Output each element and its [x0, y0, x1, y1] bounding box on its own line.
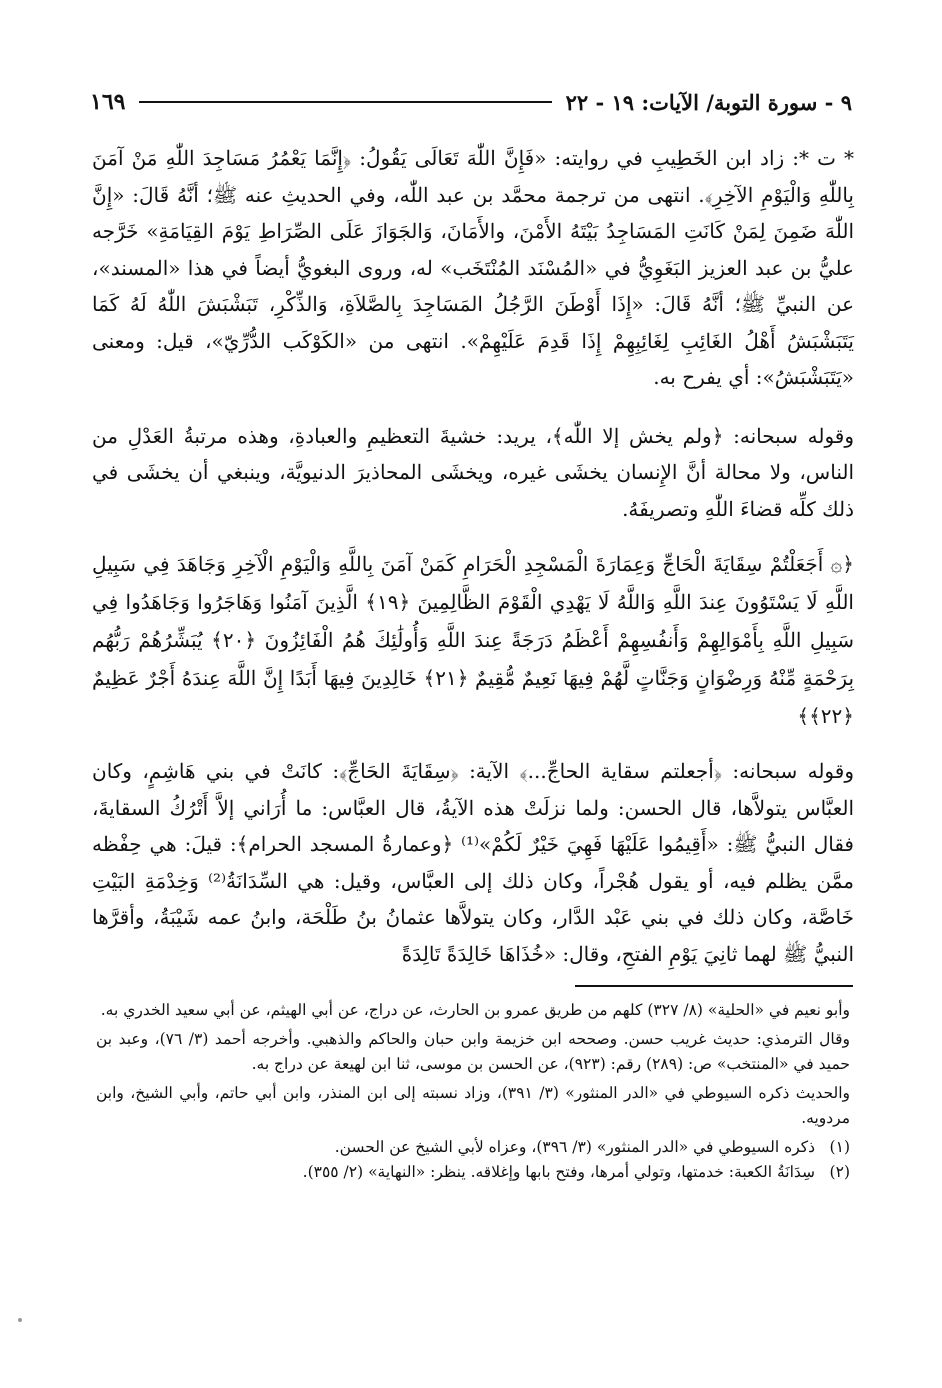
running-header [90, 80, 852, 124]
paragraph-hadith: * ت *: زاد ابن الخَطِيبِ في روايته: «فَإِنَّ اللّٰهَ تَعَالَى يَقُولُ: ﴿إِنَّمَا يَعْمُرُ مَسَاجِدَ اللّٰهِ مَنْ آمَنَ بِاللّٰهِ وَالْيَوْمِ الآخِرِ﴾. انتهى من ترجمة محمَّد بن عبد اللّٰه، وفي الحديثِ عنه ﷺ؛ أنَّهُ قَالَ: «إِنَّ اللّٰهَ ضَمِنَ لِمَنْ كَانَتِ المَسَاجِدُ بَيْتَهُ الأَمْنَ، والأَمَانَ، وَالجَوَازَ عَلَى الصِّرَاطِ يَوْمَ القِيَامَةِ» خَرَّجه عليُّ بن عبد العزيز البَغَوِيُّ في «المُسْنَد المُنْتَخَب» له، وروى البغويُّ أيضاً في هذا «المسند»، عن النبيِّ ﷺ؛ أنَّهُ قَالَ: «إِذَا أَوْطَنَ الرَّجُلُ المَسَاجِدَ بِالصَّلاَةِ، وَالذِّكْرِ، تَبَشْبَشَ اللّٰهُ لَهُ كَمَا يَتَبَشْبَشُ أَهْلُ الغَائِبِ لِغَائِبِهِمْ إِذَا قَدِمَ عَلَيْهِمْ». انتهى من «الكَوْكَب الدُّرِّيّ»، قيل: ومعنى «يَتَبَشْبَشُ»: أي يفرح به. [92, 146, 854, 389]
paragraph-tafsir: وقوله سبحانه: ﴿ولم يخش إلا اللّٰه﴾، يريد: خشيةَ التعظيمِ والعبادةِ، وهذه مرتبةُ العَدْلِ من الناس، ولا محالة أنَّ الإِنسان يخشَى غيره، ويخشَى المحاذيرَ الدنيويَّة، وينبغي أن يخشَى في ذلك كلِّه قضاءَ اللّٰهِ وتصريفَهُ. [92, 423, 854, 521]
header-rule [139, 101, 551, 103]
footnote-continuation: وقال الترمذي: حديث غريب حسن. وصححه ابن خزيمة وابن حبان والحاكم والذهبي. وأخرجه أحمد (٣/ ٧٦)، وعبد بن حميد في «المنتخب» ص: (٢٨٩) رقم: (٩٢٣)، عن الحسن بن موسى، ثنا ابن لهيعة عن دراج به. [96, 1030, 850, 1073]
footnote-text: ذكره السيوطي في «الدر المنثور» (٣/ ٣٩٦)، وعزاه لأبي الشيخ عن الحسن. [334, 1138, 816, 1156]
footnote-number: (٢) [829, 1163, 850, 1181]
main-text [92, 140, 854, 990]
footnote-continuation: والحديث ذكره السيوطي في «الدر المنثور» (٣/ ٣٩١)، وزاد نسبته إلى ابن المنذر، وابن أبي حاتم، وأبي الشيخ، وابن مردويه. [96, 1084, 850, 1127]
footnote-number: (١) [829, 1138, 850, 1156]
quran-verses: ﴿۞ أَجَعَلْتُمْ سِقَايَةَ الْحَاجِّ وَعِمَارَةَ الْمَسْجِدِ الْحَرَامِ كَمَنْ آمَنَ بِاللَّهِ وَالْيَوْمِ الْآخِرِ وَجَاهَدَ فِي سَبِيلِ اللَّهِ لَا يَسْتَوُونَ عِندَ اللَّهِ وَاللَّهُ لَا يَهْدِي الْقَوْمَ الظَّالِمِينَ ﴿١٩﴾ الَّذِينَ آمَنُوا وَهَاجَرُوا وَجَاهَدُوا فِي سَبِيلِ اللَّهِ بِأَمْوَالِهِمْ وَأَنفُسِهِمْ أَعْظَمُ دَرَجَةً عِندَ اللَّهِ وَأُولَٰئِكَ هُمُ الْفَائِزُونَ ﴿٢٠﴾ يُبَشِّرُهُمْ رَبُّهُم بِرَحْمَةٍ مِّنْهُ وَرِضْوَانٍ وَجَنَّاتٍ لَّهُمْ فِيهَا نَعِيمٌ مُّقِيمٌ ﴿٢١﴾ خَالِدِينَ فِيهَا أَبَدًا إِنَّ اللَّهَ عِندَهُ أَجْرٌ عَظِيمٌ ﴿٢٢﴾﴾ [92, 552, 855, 728]
footnote-2 [96, 1160, 850, 1185]
footnotes [96, 998, 850, 1185]
footnote-text: سِدَانَةُ الكعبة: خدمتها، وتولي أمرها، وفتح بابها وإغلاقه. ينظر: «النهاية» (٢/ ٣٥٥). [302, 1163, 816, 1181]
scan-speck [18, 1318, 22, 1322]
paragraph-commentary: وقوله سبحانه: ﴿أجعلتم سقاية الحاجِّ...﴾ الآية: ﴿سِقَايَةَ الحَاجِّ﴾: كانَتْ في بني هَاشِمٍ، وكان العبَّاس يتولاَّها، قال الحسن: ولما نزلَتْ هذه الآيةُ، قال العبَّاس: ما أُرَاني إلاَّ أَتْرُكُ السقايةَ، فقال النبيُّ ﷺ: «أَقِيمُوا عَلَيْهَا فَهِيَ خَيْرٌ لَكُمْ»⁽¹⁾ ﴿وعمارةُ المسجد الحرام﴾: قيلَ: هي حِفْظه ممَّن يظلم فيه، أو يقول هُجْراً، وكان ذلك إلى العبَّاس، وقيل: هي السِّدَانَةُ⁽²⁾ وَخِدْمَةِ البَيْتِ خَاصَّة، وكان ذلك في بني عَبْد الدَّار، وكان يتولاَّها عثمانُ بنُ طَلْحَة، وابنُ عمه شَيْبَةُ، وأقرَّها النبيُّ ﷺ لهما ثانِيَ يَوْمِ الفتحِ، وقال: «خُذَاهَا خَالِدَةً تَالِدَةً [92, 759, 854, 966]
page-number: ١٦٩ [90, 89, 126, 115]
footnote-separator [575, 985, 853, 987]
footnote-continuation: وأبو نعيم في «الحلية» (٨/ ٣٢٧) كلهم من طريق عمرو بن الحارث، عن دراج، عن أبي الهيثم، عن أبي سعيد الخدري به. [100, 1001, 850, 1019]
header-title: ٩ - سورة التوبة/ الآيات: ١٩ - ٢٢ [565, 89, 852, 115]
footnote-1 [96, 1135, 850, 1160]
